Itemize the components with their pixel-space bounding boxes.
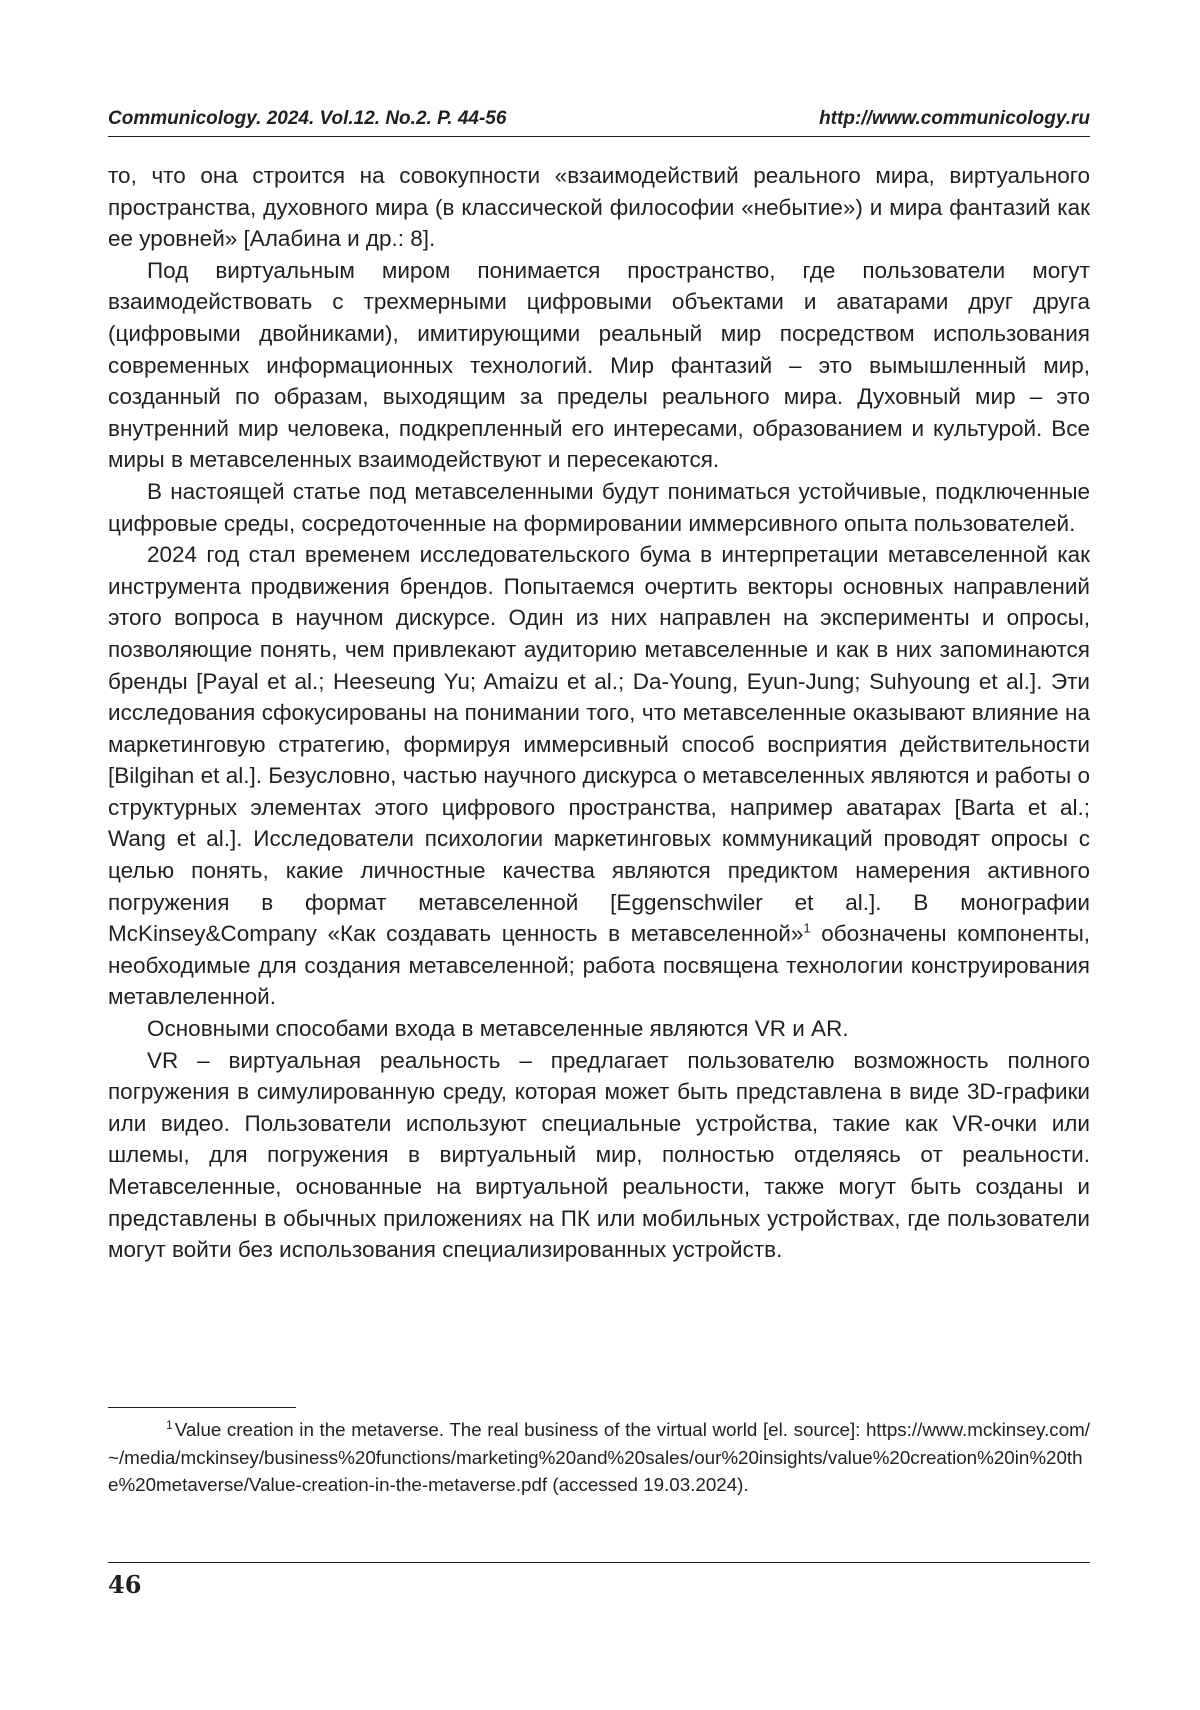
paragraph-4 — [108, 539, 1090, 1013]
paragraph-2: Под виртуальным миром понимается пространство, где пользователи могут взаимодействовать с трехмерными цифровыми объектами и аватарами друг друга (цифровыми двойниками), имитирующими реальный мир посредством использования современных информационных технологий. Мир фантазий – это вымышленный мир, созданный по образам, выходящим за пределы реального мира. Духовный мир – это внутренний мир человека, подкрепленный его интересами, образованием и культурой. Все миры в метавселенных взаимодействуют и пересекаются. — [108, 257, 1090, 473]
journal-url[interactable]: http://www.communicology.ru — [819, 108, 1090, 129]
footnote-mark: 1 — [166, 1417, 173, 1432]
footnote-rule — [108, 1407, 296, 1408]
paragraph-5: Основными способами входа в метавселенные являются VR и AR. — [147, 1016, 849, 1042]
paragraph-3: В настоящей статье под метавселенными будут пониматься устойчивые, подключенные цифровые среды, сосредоточенные на формировании иммерсивного опыта пользователей. — [108, 478, 1090, 536]
footnote-reference[interactable]: 1 — [803, 920, 811, 936]
paragraph-6: VR – виртуальная реальность – предлагает пользователю возможность полного погружения в симулированную среду, которая может быть представлена в виде 3D-графики или видео. Пользователи используют специальные устройства, такие как VR-очки или шлемы, для погружения в виртуальный мир, полностью отделяясь от реальности. Метавселенные, основанные на виртуальной реальности, также могут быть созданы и представлены в обычных приложениях на ПК или мобильных устройствах, где пользователи могут войти без использования специализированных устройств. — [108, 1047, 1090, 1263]
running-header — [108, 104, 1090, 134]
paragraph-4-tail: обозначены компоненты, необходимые для создания метавселенной; работа посвящена технологии конструирования метавлеленной. — [108, 921, 1090, 1010]
page-number: 46 — [108, 1570, 142, 1599]
paragraph-4-text: 2024 год стал временем исследовательского бума в интерпретации метавселенной как инструмента продвижения брендов. Попытаемся очертить векторы основных направлений этого вопроса в научном дискурсе. Один из них направлен на эксперименты и опросы, позволяющие понять, чем привлекают аудиторию метавселенные и как в них запоминаются бренды [Payal et al.; Heeseung Yu; Amaizu et al.; Da-Young, Eyun-Jung; Suhyoung et al.]. Эти исследования сфокусированы на понимании того, что метавселенные оказывают влияние на маркетинговую стратегию, формируя иммерсивный способ восприятия действительности [Bilgihan et al.]. Безусловно, частью научного дискурса о метавселенных являются и работы о структурных элементах этого цифрового пространства, например аватарах [Barta et al.; Wang et al.]. Исследователи психологии маркетинговых коммуникаций проводят опросы с целью понять, какие личностные качества являются предиктом намерения активного погружения в формат метавселенной [Eggenschwiler et al.]. В монографии McKinsey&Company «Как создавать ценность в метавселенной» — [108, 542, 1090, 947]
journal-citation: Communicology. 2024. Vol.12. No.2. P. 44-56 — [108, 108, 507, 129]
footnote-text: Value creation in the metaverse. The real business of the virtual world [el. source]: https://www.mckinsey.com/~/media/mckinsey/business%20functions/marketing%20and%20sales/our%20insights/value%20creation%20in%20the%20metaverse/Value-creation-in-the-metaverse.pdf (accessed 19.03.2024). — [108, 1419, 1090, 1496]
paragraph-1: то, что она строится на совокупности «взаимодействий реального мира, виртуального пространства, духовного мира (в классической философии «небытие») и мира фантазий как ее уровней» [Алабина и др.: 8]. — [108, 163, 1090, 252]
article-body — [108, 160, 1090, 1266]
footnote — [108, 1416, 1090, 1499]
header-rule — [108, 136, 1090, 137]
footer-rule — [108, 1562, 1090, 1563]
